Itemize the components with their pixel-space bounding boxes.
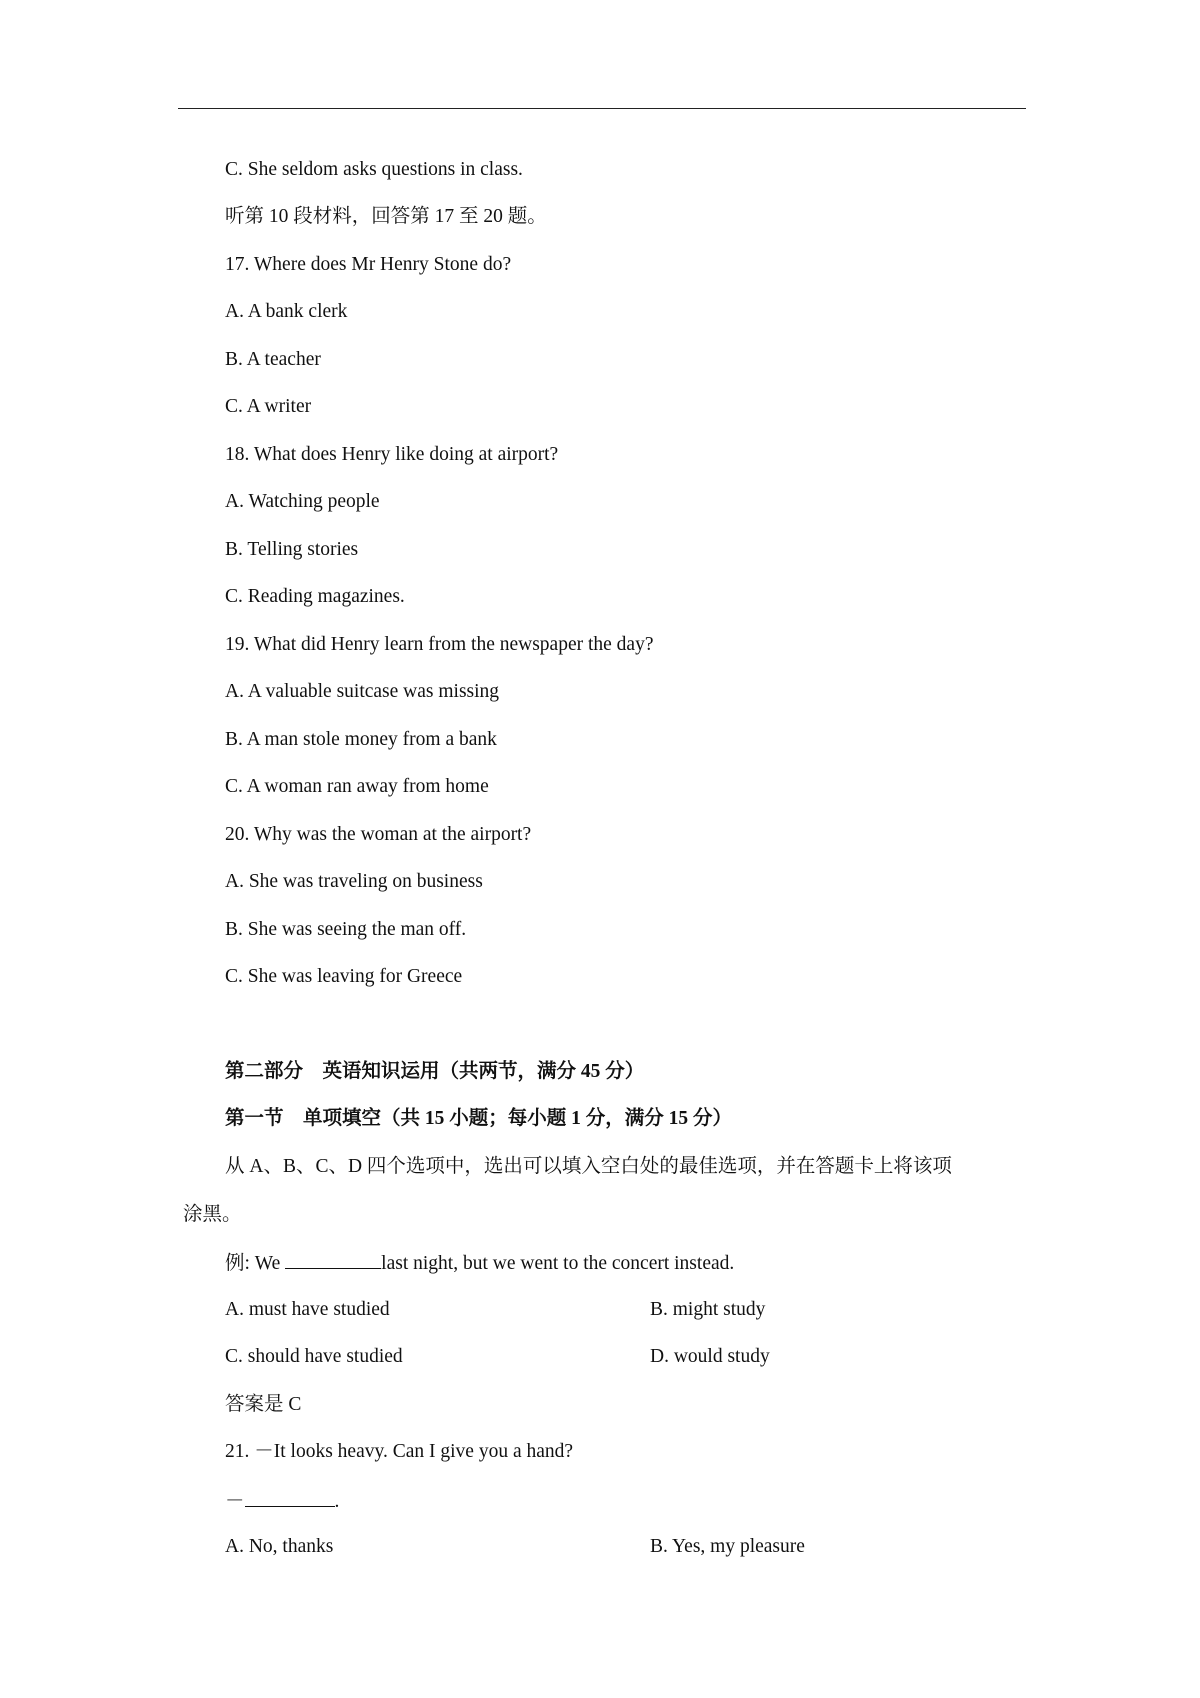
instruction-line-2: 涂黑。: [183, 1204, 242, 1225]
q21-reply-blank: [245, 1488, 335, 1507]
q18-option-c: C. Reading magazines.: [225, 586, 405, 607]
q17-option-a: A. A bank clerk: [225, 301, 348, 322]
q19-option-a: A. A valuable suitcase was missing: [225, 681, 500, 702]
q21-option-a: A. No, thanks: [225, 1536, 334, 1557]
q19-option-b: B. A man stole money from a bank: [225, 729, 497, 750]
example-sentence: [225, 1250, 734, 1276]
example-option-d: D. would study: [650, 1346, 770, 1367]
example-option-a: A. must have studied: [225, 1299, 390, 1320]
q21-reply-dash: －: [225, 1491, 245, 1512]
q17-option-c: C. A writer: [225, 396, 312, 417]
header-rule: [178, 108, 1026, 109]
question-19: 19. What did Henry learn from the newspaper the day?: [225, 634, 654, 655]
example-prefix: 例: We: [225, 1253, 286, 1274]
q18-option-a: A. Watching people: [225, 491, 380, 512]
example-answer: 答案是 C: [225, 1394, 302, 1415]
question-21: 21. －It looks heavy. Can I give you a hand?: [225, 1441, 574, 1462]
example-option-c: C. should have studied: [225, 1346, 403, 1367]
question-20: 20. Why was the woman at the airport?: [225, 824, 532, 845]
q21-option-b: B. Yes, my pleasure: [650, 1536, 805, 1557]
q18-option-b: B. Telling stories: [225, 539, 359, 560]
example-option-b: B. might study: [650, 1299, 766, 1320]
example-suffix: last night, but we went to the concert instead.: [381, 1253, 735, 1274]
q19-option-c: C. A woman ran away from home: [225, 776, 489, 797]
q20-option-b: B. She was seeing the man off.: [225, 919, 467, 940]
q21-reply-line: [225, 1488, 339, 1514]
q20-option-a: A. She was traveling on business: [225, 871, 483, 892]
section-1-heading: 第一节 单项填空（共 15 小题；每小题 1 分，满分 15 分）: [225, 1108, 733, 1129]
q21-reply-end: .: [334, 1491, 340, 1512]
q17-option-b: B. A teacher: [225, 349, 321, 370]
question-18: 18. What does Henry like doing at airport?: [225, 444, 559, 465]
instruction-line-1: 从 A、B、C、D 四个选项中，选出可以填入空白处的最佳选项，并在答题卡上将该项: [225, 1156, 952, 1177]
question-17: 17. Where does Mr Henry Stone do?: [225, 254, 512, 275]
part-2-heading: 第二部分 英语知识运用（共两节，满分 45 分）: [225, 1061, 645, 1082]
q16-option-c: C. She seldom asks questions in class.: [225, 159, 523, 180]
passage-10-intro: 听第 10 段材料，回答第 17 至 20 题。: [225, 206, 547, 227]
q20-option-c: C. She was leaving for Greece: [225, 966, 463, 987]
example-blank: [285, 1250, 381, 1269]
